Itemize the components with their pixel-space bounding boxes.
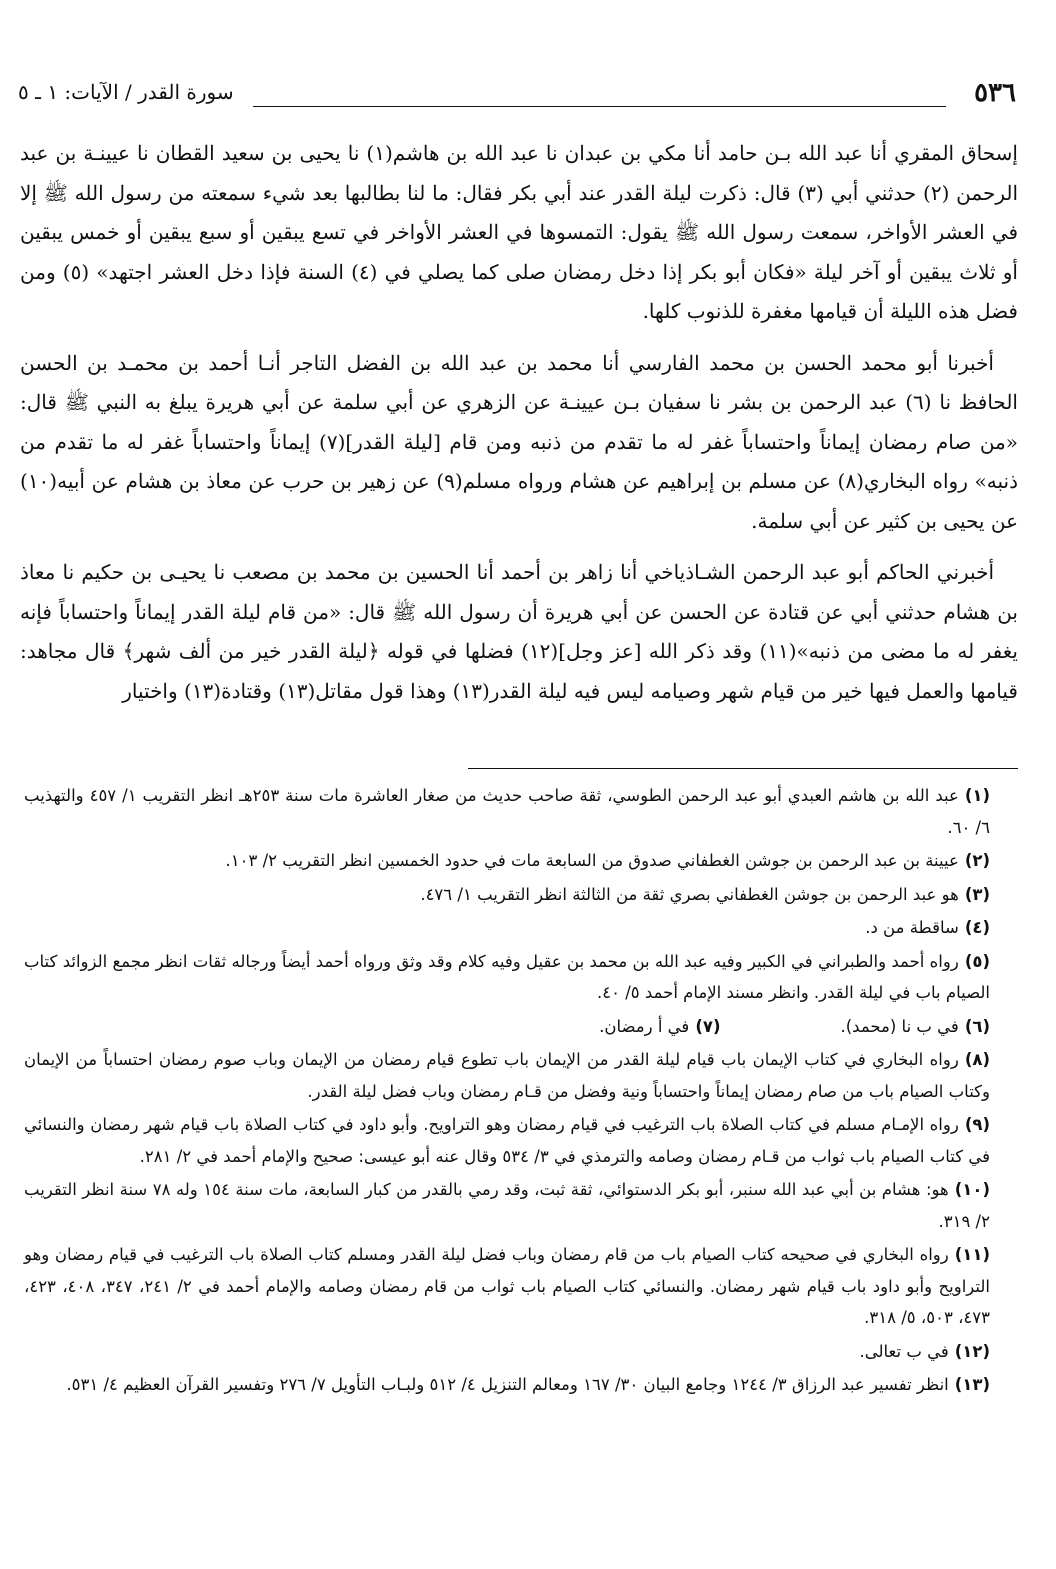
footnote — [24, 1044, 990, 1107]
footnote — [24, 1174, 990, 1237]
footnote-number: (٤) — [964, 918, 990, 937]
page-number: ٥٣٦ — [974, 78, 1016, 108]
footnote — [24, 879, 990, 911]
footnote-number: (٩) — [964, 1115, 990, 1134]
footnote-separator — [468, 768, 1018, 769]
footnote — [24, 780, 990, 843]
footnote — [24, 912, 990, 944]
footnote-text: في أ رمضان. — [599, 1016, 690, 1036]
footnote-number: (٧) — [695, 1016, 721, 1036]
main-text — [20, 134, 1018, 723]
running-title: سورة القدر / الآيات: ١ ـ ٥ — [18, 80, 234, 104]
footnote-text: هو: هشام بن أبي عبد الله سنبر، أبو بكر الدستوائي، ثقة ثبت، وقد رمي بالقدر من كبار السابعة، مات سنة ١٥٤ وله ٧٨ سنة انظر التقريب ٢/ ٣١٩. — [24, 1180, 990, 1231]
footnote-text: رواه أحمد والطبراني في الكبير وفيه عبد الله بن محمد بن عقيل وفيه كلام وقد وثق ورواه أحمد أيضاً ورجاله ثقات انظر مجمع الزوائد كتاب الصيام باب في ليلة القدر. وانظر مسند الإمام أحمد ٥/ ٤٠. — [24, 951, 990, 1002]
paragraph: أخبرنا أبو محمد الحسن بن محمد الفارسي أنا محمد بن عبد الله بن الفضل التاجر أنـا أحمد بن محمـد بن الحسن الحافظ نا (٦) عبد الرحمن بن بشر نا سفيان بـن عيينـة عن الزهري عن أبي سلمة عن أبي هريرة يبلغ به النبي ﷺ قال: «من صام رمضان إيماناً واحتساباً غفر له ما تقدم من ذنبه ومن قام [ليلة القدر](٧) إيماناً واحتساباً غفر له ما تقدم من ذنبه» رواه البخاري(٨) عن مسلم بن إبراهيم عن هشام ورواه مسلم(٩) عن زهير بن حرب عن معاذ بن هشام عن أبيه(١٠) عن يحيى بن كثير عن أبي سلمة. — [20, 350, 1018, 533]
footnote — [24, 1369, 990, 1401]
page-header — [18, 78, 1016, 118]
footnote-text: عبد الله بن هاشم العبدي أبو عبد الرحمن الطوسي، ثقة صاحب حديث من صغار العاشرة مات سنة ٢٥٣هـ انظر التقريب ١/ ٤٥٧ والتهذيب ٦/ ٦٠. — [24, 786, 990, 837]
footnote-number: (٥) — [964, 951, 990, 971]
footnote-text: هو عبد الرحمن بن جوشن الغطفاني بصري ثقة من الثالثة انظر التقريب ١/ ٤٧٦. — [420, 884, 959, 904]
footnote-number: (١٣) — [954, 1375, 990, 1394]
footnote-text: رواه البخاري في كتاب الإيمان باب قيام ليلة القدر من الإيمان باب تطوع قيام رمضان من الإيمان وباب صوم رمضان احتساباً من الإيمان وكتاب الصيام باب من صام رمضان إيماناً واحتساباً ونية وفضل من قـام رمضان وباب فضل ليلة القدر. — [24, 1050, 990, 1101]
footnote-number: (١) — [964, 786, 990, 805]
footnote — [24, 946, 990, 1009]
footnote-text: في ب تعالى. — [859, 1341, 949, 1361]
footnote — [24, 1336, 990, 1368]
paragraph: إسحاق المقري أنا عبد الله بـن حامد أنا مكي بن عبدان نا عبد الله بن هاشم(١) نا يحيى بن سعيد القطان نا عيينـة بن عبد الرحمن (٢) حدثني أبي (٣) قال: ذكرت ليلة القدر عند أبي بكر فقال: ما لنا بطالبها بعد شيء سمعته من رسول الله ﷺ إلا في العشر الأواخر، سمعت رسول الله ﷺ يقول: التمسوها في العشر الأواخر في تسع يبقين أو سبع يبقين أو خمس يبقين أو ثلاث يبقين أو آخر ليلة «فكان أبو بكر إذا دخل رمضان صلى كما يصلي في (٤) السنة فإذا دخل العشر اجتهد» (٥) ومن فضل هذه الليلة أن قيامها مغفرة للذنوب كلها. — [20, 141, 1019, 323]
footnote-number: (١٠) — [954, 1180, 990, 1199]
footnote-text: رواه البخاري في صحيحه كتاب الصيام باب من قام رمضان وباب فضل ليلة القدر ومسلم كتاب الصلاة باب الترغيب في قيام رمضان وهو التراويح وأبو داود باب قيام شهر رمضان. والنسائي كتاب الصيام باب ثواب من قام رمضان وصامه والإمام أحمد في ٢/ ٢٤١، ٣٤٧، ٤٠٨، ٤٢٣، ٤٧٣، ٥٠٣، ٥/ ٣١٨. — [24, 1245, 991, 1327]
footnote-number: (٦) — [964, 1016, 990, 1036]
footnote-text: عيينة بن عبد الرحمن بن جوشن الغطفاني صدوق من السابعة مات في حدود الخمسين انظر التقريب ٢/ ١٠٣. — [225, 851, 959, 870]
footnote-text: رواه الإمـام مسلم في كتاب الصلاة باب الترغيب في قيام رمضان وهو التراويح. وأبو داود في كتاب الصلاة باب قيام شهر رمضان والنسائي في كتاب الصيام باب ثواب من قـام رمضان وصامه والترمذي في ٣/ ٥٣٤ وقال عنه أبو عيسى: صحيح والإمام أحمد في ٢/ ٢٨١. — [24, 1115, 990, 1166]
footnote — [599, 1011, 720, 1043]
footnote-number: (٨) — [964, 1050, 990, 1069]
footnotes — [24, 780, 990, 1403]
footnote — [24, 845, 990, 877]
footnote-number: (١١) — [954, 1245, 990, 1264]
footnote — [840, 1011, 990, 1043]
footnote-text: في ب نا (محمد). — [840, 1016, 959, 1036]
footnote — [24, 1239, 990, 1334]
header-rule — [253, 106, 946, 107]
paragraph: أخبرني الحاكم أبو عبد الرحمن الشـاذياخي أنا زاهر بن أحمد أنا الحسين بن محمد بن مصعب نا يحيـى بن حكيم نا معاذ بن هشام حدثني أبي عن قتادة عن الحسن عن أبي هريرة أن رسول الله ﷺ قال: «من قام ليلة القدر إيماناً واحتساباً فإنه يغفر له ما مضى من ذنبه»(١١) وقد ذكر الله [عز وجل](١٢) فضلها في قوله ﴿ليلة القدر خير من ألف شهر﴾ قال مجاهد: قيامها والعمل فيها خير من قيام شهر وصيامه ليس فيه ليلة القدر(١٣) وهذا قول مقاتل(١٣) وقتادة(١٣) واختيار — [20, 560, 1018, 703]
footnote-number: (٣) — [964, 884, 990, 904]
footnote-text: ساقطة من د. — [865, 918, 959, 937]
footnote — [24, 1109, 990, 1172]
footnote-text: انظر تفسير عبد الرزاق ٣/ ١٢٤٤ وجامع البيان ٣٠/ ١٦٧ ومعالم التنزيل ٤/ ٥١٢ ولبـاب التأويل ٧/ ٢٧٦ وتفسير القرآن العظيم ٤/ ٥٣١. — [66, 1375, 949, 1394]
footnote-number: (١٢) — [954, 1341, 990, 1361]
footnote-number: (٢) — [964, 851, 990, 870]
footnote-pair — [24, 1011, 990, 1043]
